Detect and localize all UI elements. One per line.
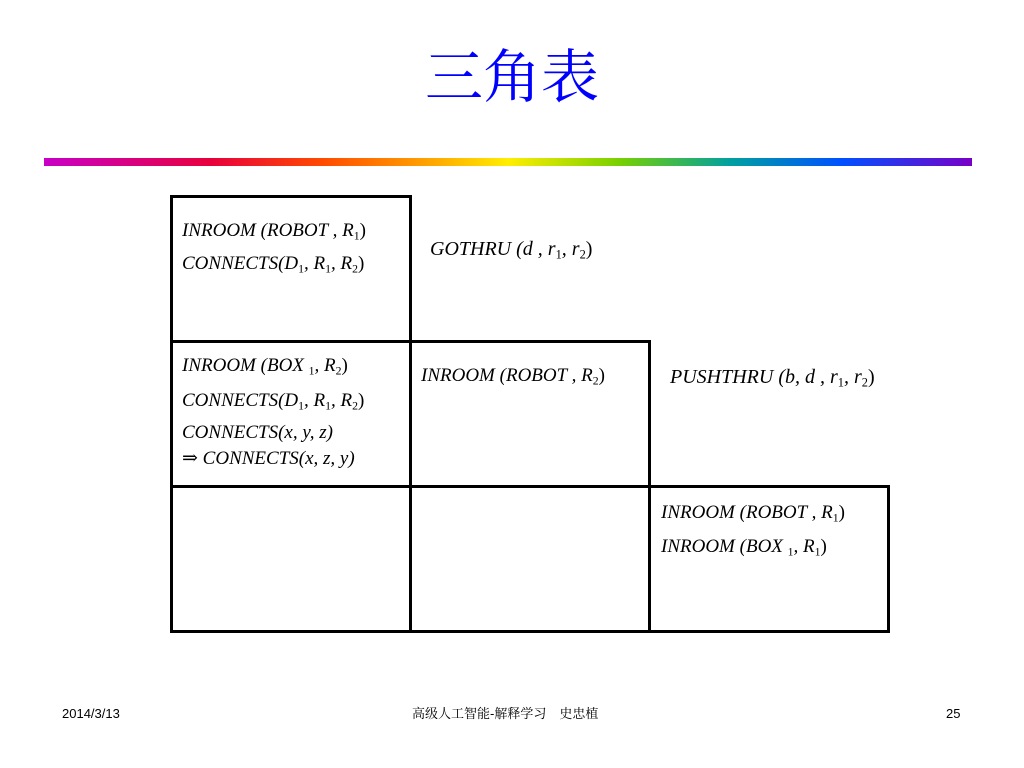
expr-inroom-box1-r2: INROOM (BOX $_1$, $R_2$) [182,355,348,378]
op-gothru: GOTHRU (d , $r_1$, $r_2$) [430,238,593,262]
expr-connects-d1-r1-r2: $CONNECTS(D_1$, $R_1$, $R_2$) [182,253,365,276]
footer-date: 2014/3/13 [62,706,120,721]
footer-page-number: 25 [946,706,961,721]
implies-arrow-icon: ⇒ [182,448,198,469]
expr-inroom-robot-r1: INROOM (ROBOT , $R_1$) [661,502,845,525]
expr-connects-d1-r1-r2: $CONNECTS(D_1$, $R_1$, $R_2$) [182,390,365,413]
op-pushthru: PUSHTHRU (b, d , $r_1$, $r_2$) [670,366,875,390]
footer-course: 高级人工智能-解释学习 史忠植 [412,706,599,721]
expr-implies-connects-x-z-y: ⇒ CONNECTS(x, z, y) [182,448,355,469]
expr-inroom-box1-r1: INROOM (BOX $_1$, $R_1$) [661,536,827,559]
cell-row2-col1 [409,485,651,633]
cell-row1-col1 [409,340,651,488]
expr-inroom-robot-r1: INROOM (ROBOT , $R_1$) [182,220,366,243]
expr-inroom-robot-r2: INROOM (ROBOT , $R_2$) [421,365,605,388]
slide-title: 三角表 [424,43,599,111]
expr-connects-x-y-z: CONNECTS(x, y, z) [182,422,333,443]
rainbow-divider [44,158,972,166]
cell-row2-col0 [170,485,412,633]
